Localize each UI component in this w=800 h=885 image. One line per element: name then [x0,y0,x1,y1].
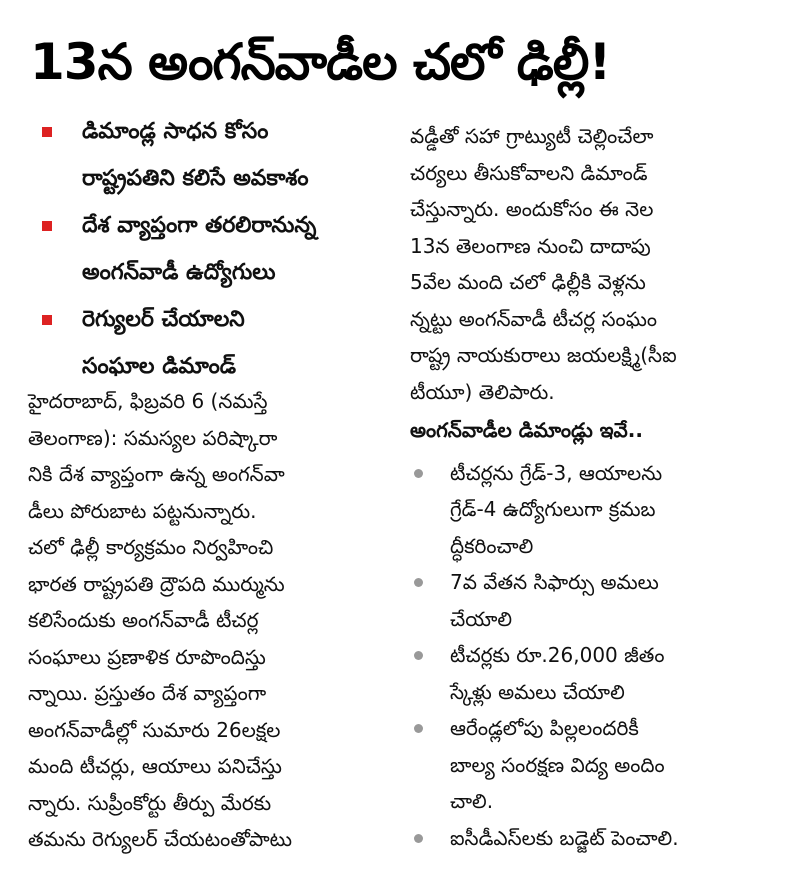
demands-heading: అంగన్‌వాడీల డిమాండ్లు ఇవే.. [410,418,643,442]
body-right-column [410,118,780,856]
demand-item [410,820,780,857]
body-line: రాష్ట్ర నాయకురాలు జయలక్ష్మి(సీఐ [410,343,677,367]
body-line: టీయూ) తెలిపారు. [410,379,555,404]
body-line: 13న తెలంగాణ నుంచి దాదాపు [410,233,651,258]
bullet-square-icon [42,127,52,137]
demand-line: టీచర్లను గ్రేడ్-3, ఆయాలను [450,460,663,485]
body-line: చలో ఢిల్లీ కార్యక్రమం నిర్వహించి [28,535,274,559]
demand-line: ఐసీడీఎస్‌లకు బడ్జెట్ పెంచాలి. [450,825,679,850]
demand-line: చాలి. [450,789,494,813]
body-line: 5వేల మంది చలో ఢిల్లీకి వెళ్లను [410,270,646,294]
demand-item [410,637,780,710]
demand-line: బాల్య సంరక్షణ విద్య అందిం [450,752,665,777]
demand-line: గ్రేడ్-4 ఉద్యోగులుగా క్రమబ [450,497,656,521]
highlight-item [30,202,400,296]
body-line: వడ్డీతో సహా గ్రాట్యుటీ చెల్లించేలా [410,124,654,148]
highlights-list [30,108,400,390]
body-line: తమను రెగ్యులర్ చేయటంతోపాటు [28,827,293,851]
demand-line: ఆరేండ్లలోపు పిల్లలందరికీ [450,716,639,740]
body-line: న్నాయి. ప్రస్తుతం దేశ వ్యాప్తంగా [28,681,267,705]
body-line: అంగన్‌వాడీల్లో సుమారు 26లక్షల [28,717,281,742]
highlight-item [30,108,400,202]
bullet-square-icon [42,221,52,231]
body-line: తెలంగాణ): సమస్యల పరిష్కారా [28,425,278,450]
body-line: చేస్తున్నారు. అందుకోసం ఈ నెల [410,197,654,221]
body-line: చర్యలు తీసుకోవాలని డిమాండ్ [410,160,648,185]
body-line: న్నట్టు అంగన్‌వాడీ టీచర్ల సంఘం [410,306,657,331]
demand-item [410,710,780,820]
bullet-dot-icon [414,724,423,733]
body-line: న్నారు. సుప్రీంకోర్టు తీర్పు మేరకు [28,790,272,815]
highlight-line: అంగన్‌వాడీ ఉద్యోగులు [82,260,276,285]
demand-line: చేయాలి [450,606,512,631]
demand-item [410,455,780,565]
demands-list [410,455,780,857]
body-line: నికి దేశ వ్యాప్తంగా ఉన్న అంగన్‌వా [28,462,285,486]
body-left-column [28,383,388,858]
highlight-line: సంఘాల డిమాండ్ [82,354,237,379]
body-line: భారత రాష్ట్రపతి ద్రౌపది ముర్మును [28,571,285,596]
highlight-line: దేశ వ్యాప్తంగా తరలిరానున్న [82,213,317,238]
demand-item [410,564,780,637]
headline: 13న అంగన్‌వాడీల చలో ఢిల్లీ! [30,33,611,91]
bullet-dot-icon [414,469,423,478]
demand-line: ద్ధీకరించాలి [450,533,534,558]
highlight-line: డిమాండ్ల సాధన కోసం [82,119,269,144]
bullet-dot-icon [414,834,423,843]
body-line: కలిసేందుకు అంగన్‌వాడీ టీచర్ల [28,608,259,632]
body-line: మంది టీచర్లు, ఆయాలు పనిచేస్తు [28,754,282,778]
demand-line: స్కేళ్లు అమలు చేయాలి [450,679,625,704]
body-line: సంఘాలు ప్రణాళిక రూపొందిస్తు [28,644,266,669]
highlight-line: రెగ్యులర్ చేయాలని [82,307,245,332]
demand-line: టీచర్లకు రూ.26,000 జీతం [450,643,665,667]
highlight-item [30,296,400,390]
bullet-dot-icon [414,578,423,587]
highlight-line: రాష్ట్రపతిని కలిసే అవకాశం [82,166,309,191]
bullet-dot-icon [414,651,423,660]
bullet-square-icon [42,315,52,325]
body-line: హైదరాబాద్, ఫిబ్రవరి 6 (నమస్తే [28,389,268,413]
body-line: డీలు పోరుబాట పట్టనున్నారు. [28,498,257,523]
demand-line: 7వ వేతన సిఫార్సు అమలు [450,570,659,594]
